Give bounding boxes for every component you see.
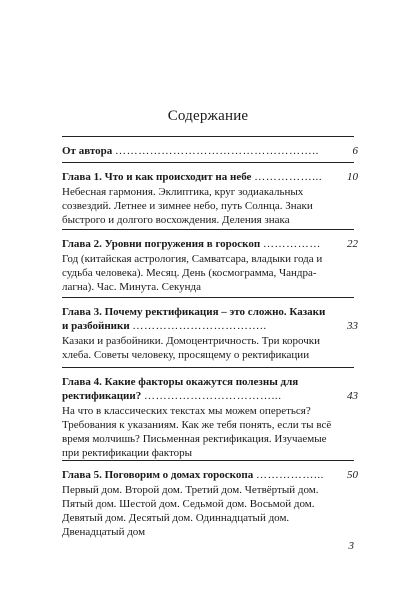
entry-page-number: 22 (347, 238, 358, 250)
toc-entry-chapter-4 (62, 375, 358, 460)
leader-dots: ……………... (255, 469, 325, 481)
entry-heading-text: Глава 5. Поговорим о домах гороскопа (62, 469, 254, 481)
entry-heading (62, 170, 332, 184)
toc-title: Содержание (167, 108, 249, 124)
entry-heading (62, 144, 332, 158)
entry-heading (62, 237, 332, 251)
separator-rule (62, 460, 354, 461)
separator-rule (62, 229, 354, 230)
separator-rule (62, 136, 354, 137)
entry-description: На что в классических текстах мы можем опереться? Требования к указаниям. Как же тебя понять, если ты всё время молчишь? Письменная ректификация. Изучаемые при ректификации факторы (62, 405, 332, 459)
entry-heading-text: Глава 2. Уровни погружения в гороскоп (62, 238, 261, 250)
entry-heading-text: Глава 3. Почему ректификация – это сложно. Казаки и разбойники (62, 306, 326, 332)
toc-entry-chapter-2 (62, 237, 358, 294)
entry-heading (62, 305, 332, 333)
leader-dots: …………………………….. (132, 320, 267, 332)
entry-heading-text: От автора (62, 145, 113, 157)
toc-entry-foreword (62, 144, 358, 158)
entry-heading-text: Глава 1. Что и как происходит на небе (62, 171, 252, 183)
entry-page-number: 6 (352, 145, 358, 157)
separator-rule (62, 297, 354, 298)
leader-dots: ……………... (254, 171, 323, 183)
folio-page-number: 3 (348, 540, 354, 552)
separator-rule (62, 367, 354, 368)
entry-page-number: 43 (347, 390, 358, 402)
entry-description: Небесная гармония. Эклиптика, круг зодиакальных созвездий. Летнее и зимнее небо, путь Солнца. Знаки быстрого и долгого восхождения. Деления знака (62, 186, 313, 226)
entry-description: Казаки и разбойники. Домоцентричность. Три корочки хлеба. Советы человеку, просящему о ректификации (62, 335, 320, 361)
entry-page-number: 50 (347, 469, 358, 481)
entry-page-number: 33 (347, 320, 358, 332)
leader-dots: …………… (262, 238, 321, 250)
toc-entry-chapter-5 (62, 468, 358, 539)
entry-heading-text: Глава 4. Какие факторы окажутся полезны для ректификации? (62, 376, 299, 402)
toc-entry-chapter-1 (62, 170, 358, 227)
entry-heading (62, 468, 332, 482)
leader-dots: ……………………………... (143, 390, 282, 402)
entry-page-number: 10 (347, 171, 358, 183)
leader-dots: …………………………………………….. (115, 145, 319, 157)
entry-description: Год (китайская астрология, Самватсара, владыки года и судьба человека). Месяц. День (космограмма, Чандра-лагна). Час. Минута. Секунда (62, 253, 323, 293)
entry-heading (62, 375, 332, 403)
entry-description: Первый дом. Второй дом. Третий дом. Четвёртый дом. Пятый дом. Шестой дом. Седьмой дом. Восьмой дом. Девятый дом. Десятый дом. Одиннадцатый дом. Двенадцатый дом (62, 484, 319, 538)
toc-entry-chapter-3 (62, 305, 358, 362)
separator-rule (62, 162, 354, 163)
